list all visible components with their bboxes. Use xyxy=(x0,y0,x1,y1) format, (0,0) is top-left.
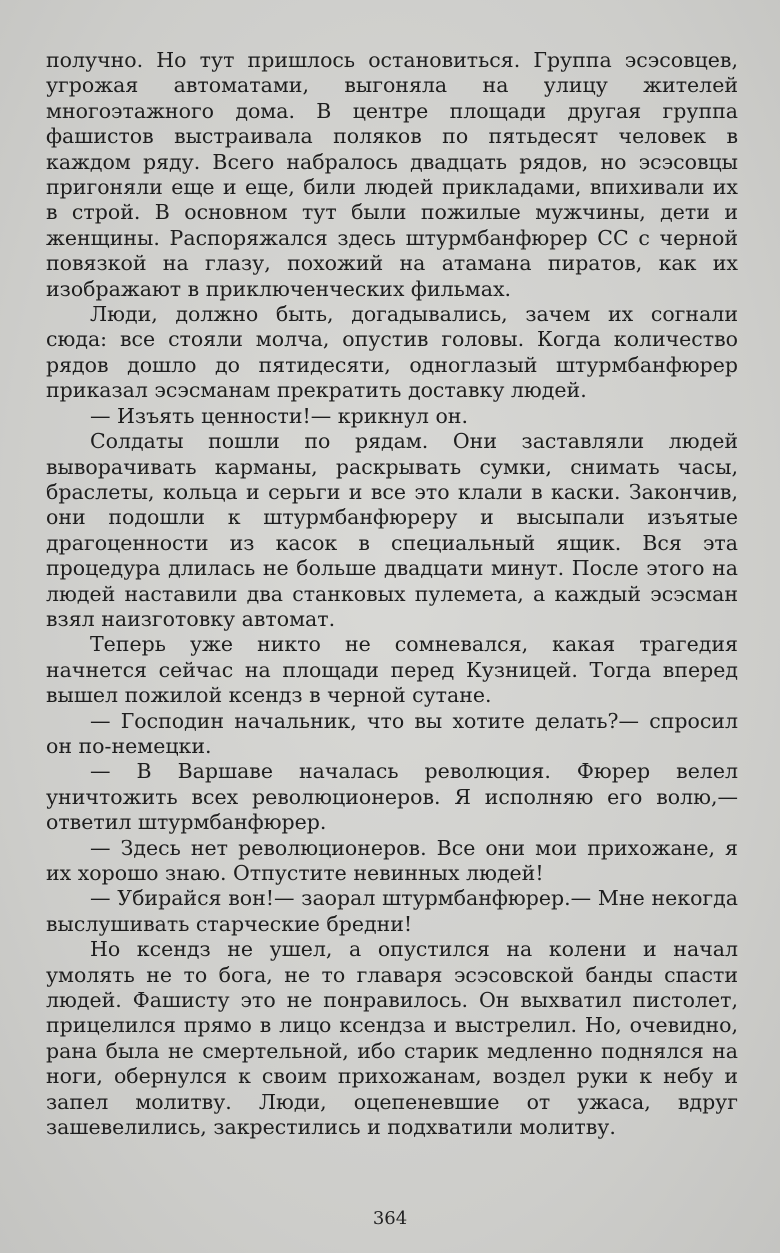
paragraph: получно. Но тут пришлось остановиться. Группа эсэсовцев, угрожая автоматами, выгоняла на улицу жителей многоэтажного дома. В центре площади другая группа фашистов выстраивала поляков по пятьдесят человек в каждом ряду. Всего набралось двадцать рядов, но эсэсовцы пригоняли еще и еще, били людей прикладами, впихивали их в строй. В основном тут были пожилые мужчины, дети и женщины. Распоряжался здесь штурмбанфюрер СС с черной повязкой на глазу, похожий на атамана пиратов, как их изображают в приключенческих фильмах. xyxy=(46,48,738,301)
paragraph: — В Варшаве началась революция. Фюрер велел уничтожить всех революционеров. Я исполняю его волю,— ответил штурмбанфюрер. xyxy=(46,759,738,835)
paragraph: Теперь уже никто не сомневался, какая трагедия начнется сейчас на площади перед Кузницей. Тогда вперед вышел пожилой ксендз в черной сутане. xyxy=(46,632,738,708)
page-text xyxy=(46,48,738,1140)
paragraph: Солдаты пошли по рядам. Они заставляли людей выворачивать карманы, раскрывать сумки, снимать часы, браслеты, кольца и серьги и все это клали в каски. Закончив, они подошли к штурмбанфюреру и высыпали изъятые драгоценности из касок в специальный ящик. Вся эта процедура длилась не больше двадцати минут. После этого на людей наставили два станковых пулемета, а каждый эсэсман взял наизготовку автомат. xyxy=(46,429,738,631)
paragraph: Но ксендз не ушел, а опустился на колени и начал умолять не то бога, не то главаря эсэсовской банды спасти людей. Фашисту это не понравилось. Он выхватил пистолет, прицелился прямо в лицо ксендза и выстрелил. Но, очевидно, рана была не смертельной, ибо старик медленно поднялся на ноги, обернулся к своим прихожанам, воздел руки к небу и запел молитву. Люди, оцепеневшие от ужаса, вдруг зашевелились, закрестились и подхватили молитву. xyxy=(46,937,738,1140)
paragraph: — Убирайся вон!— заорал штурмбанфюрер.— Мне некогда выслушивать старческие бредни! xyxy=(46,886,738,936)
paragraph: Люди, должно быть, догадывались, зачем их согнали сюда: все стояли молча, опустив головы. Когда количество рядов дошло до пятидесяти, одноглазый штурмбанфюрер приказал эсэсманам прекратить доставку людей. xyxy=(46,302,738,403)
paragraph: — Здесь нет революционеров. Все они мои прихожане, я их хорошо знаю. Отпустите невинных людей! xyxy=(46,835,738,885)
page-number: 364 xyxy=(372,1208,408,1229)
paragraph: — Изъять ценности!— крикнул он. xyxy=(90,403,468,428)
paragraph: — Господин начальник, что вы хотите делать?— спросил он по-немецки. xyxy=(46,708,738,758)
